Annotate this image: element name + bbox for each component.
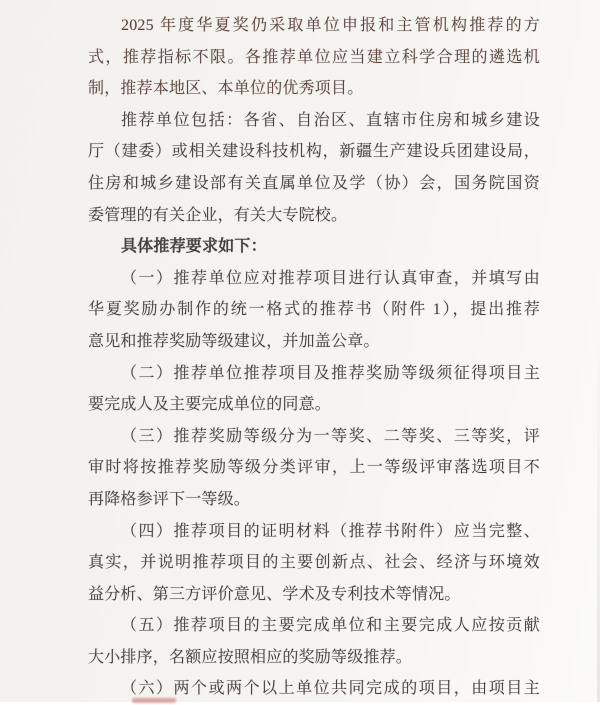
text-line: 大小排序，名额应按照相应的奖励等级推荐。 (88, 648, 413, 666)
text-line: 委管理的有关企业，有关大专院校。 (88, 206, 348, 224)
text-line: （五）推荐项目的主要完成单位和主要完成人应按贡献 (121, 617, 540, 635)
text-line: （一）推荐单位应对推荐项目进行认真审查，并填写由 (121, 269, 540, 287)
document-body (88, 10, 540, 705)
text-line: 真实，并说明推荐项目的主要创新点、社会、经济与环境效 (88, 554, 540, 572)
text-line: 审时将按推荐奖励等级分类评审，上一等级评审落选项目不 (88, 459, 540, 477)
text-line: 推荐单位包括：各省、自治区、直辖市住房和城乡建设 (121, 111, 540, 129)
text-line: 式，推荐指标不限。各推荐单位应当建立科学合理的遴选机 (88, 48, 540, 66)
text-line: 华夏奖励办制作的统一格式的推荐书（附件 1），提出推荐 (88, 301, 540, 319)
text-line: （三）推荐奖励等级分为一等奖、二等奖、三等奖，评 (121, 427, 540, 445)
scan-artifact-red-mark (132, 698, 176, 703)
text-line: 意见和推荐奖励等级建议，并加盖公章。 (88, 332, 380, 350)
text-line: 厅（建委）或相关建设科技机构，新疆生产建设兵团建设局， (88, 143, 540, 161)
text-line: 要完成人及主要完成单位的同意。 (88, 396, 332, 414)
text-line: 再降格参评下一等级。 (88, 490, 251, 508)
text-line: 益分析、第三方评价意见、学术及专利技术等情况。 (88, 585, 461, 603)
text-line: 2025 年度华夏奖仍采取单位申报和主管机构推荐的方 (121, 17, 540, 34)
text-line: （二）推荐单位推荐项目及推荐奖励等级须征得项目主 (121, 364, 540, 382)
heading-line: 具体推荐要求如下： (121, 238, 267, 256)
text-line: （四）推荐项目的证明材料（推荐书附件）应当完整、 (121, 522, 540, 540)
text-line: 制，推荐本地区、本单位的优秀项目。 (88, 80, 364, 98)
text-line: （六）两个或两个以上单位共同完成的项目，由项目主 (121, 680, 540, 698)
text-line: 住房和城乡建设部有关直属单位及学（协）会，国务院国资 (88, 174, 540, 192)
